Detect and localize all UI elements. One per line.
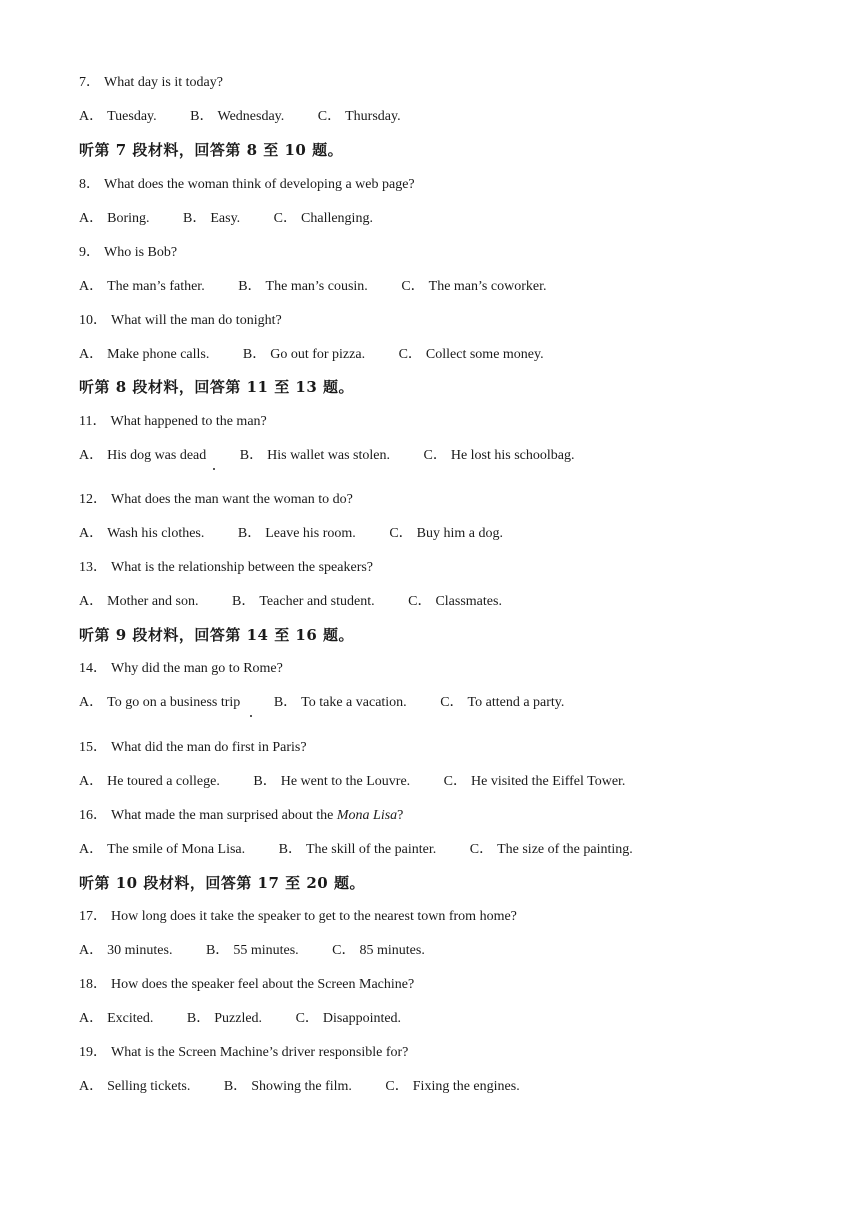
option-a: A． Wash his clothes. bbox=[79, 526, 205, 541]
question-text: What did the man do first in Paris? bbox=[111, 740, 307, 755]
emphasis-dot bbox=[213, 468, 215, 470]
question-text: What made the man surprised about the bbox=[111, 808, 337, 823]
option-a: A． 30 minutes. bbox=[79, 943, 173, 958]
option-c: C． Thursday. bbox=[317, 109, 401, 124]
option-c: C． Fixing the engines. bbox=[385, 1079, 520, 1094]
option-b: B． Leave his room. bbox=[237, 526, 356, 541]
question-number: 11． bbox=[79, 414, 107, 429]
question-12 bbox=[79, 491, 353, 509]
question-17 bbox=[79, 908, 517, 926]
option-c: C． He lost his schoolbag. bbox=[423, 448, 575, 463]
options-17 bbox=[79, 942, 455, 960]
question-number: 8． bbox=[79, 177, 100, 192]
question-11 bbox=[79, 413, 267, 431]
question-number: 19． bbox=[79, 1045, 107, 1060]
question-text: How does the speaker feel about the Screen Machine? bbox=[111, 977, 415, 992]
question-text: Who is Bob? bbox=[104, 245, 178, 260]
question-13 bbox=[79, 559, 373, 577]
option-b: B． The skill of the painter. bbox=[278, 842, 437, 857]
option-b: B． To take a vacation. bbox=[273, 695, 407, 710]
option-a: A． He toured a college. bbox=[79, 774, 220, 789]
option-c: C． Buy him a dog. bbox=[389, 526, 503, 541]
question-text: How long does it take the speaker to get to the nearest town from home? bbox=[111, 909, 517, 924]
option-a: A． Boring. bbox=[79, 211, 150, 226]
section-heading-7: 听第 7 段材料，回答第 8 至 10 题。 bbox=[79, 141, 344, 159]
option-c: C． To attend a party. bbox=[440, 695, 565, 710]
option-a: A． Excited. bbox=[79, 1011, 154, 1026]
option-b: B． Go out for pizza. bbox=[242, 347, 366, 362]
question-number: 10． bbox=[79, 313, 107, 328]
options-12 bbox=[79, 525, 533, 543]
option-b: B． Easy. bbox=[183, 211, 241, 226]
question-text: What happened to the man? bbox=[110, 414, 267, 429]
question-16 bbox=[79, 807, 403, 825]
question-15 bbox=[79, 739, 307, 757]
option-b: B． The man’s cousin. bbox=[238, 279, 368, 294]
options-9 bbox=[79, 278, 576, 296]
question-18 bbox=[79, 976, 414, 994]
question-10 bbox=[79, 312, 282, 330]
options-15 bbox=[79, 773, 655, 791]
question-text: What does the woman think of developing a web page? bbox=[104, 177, 415, 192]
option-b: B． His wallet was stolen. bbox=[239, 448, 390, 463]
question-number: 18． bbox=[79, 977, 107, 992]
option-c: C． Challenging. bbox=[273, 211, 373, 226]
option-b: B． Showing the film. bbox=[223, 1079, 352, 1094]
options-10 bbox=[79, 346, 574, 364]
option-c: C． Collect some money. bbox=[398, 347, 544, 362]
option-c: C． Classmates. bbox=[408, 594, 502, 609]
options-11 bbox=[79, 447, 605, 465]
option-a: A． Tuesday. bbox=[79, 109, 157, 124]
question-number: 15． bbox=[79, 740, 107, 755]
options-7 bbox=[79, 108, 431, 126]
option-a: A． His dog was dead bbox=[79, 448, 207, 463]
question-9 bbox=[79, 244, 177, 262]
option-c: C． 85 minutes. bbox=[332, 943, 425, 958]
question-number: 9． bbox=[79, 245, 100, 260]
question-number: 14． bbox=[79, 661, 107, 676]
question-number: 12． bbox=[79, 492, 107, 507]
question-7 bbox=[79, 74, 223, 92]
option-a: A． Make phone calls. bbox=[79, 347, 210, 362]
question-text: Why did the man go to Rome? bbox=[111, 661, 283, 676]
question-number: 16． bbox=[79, 808, 107, 823]
question-number: 7． bbox=[79, 75, 100, 90]
options-18 bbox=[79, 1010, 431, 1028]
option-b: B． Teacher and student. bbox=[232, 594, 375, 609]
option-b: B． Puzzled. bbox=[186, 1011, 263, 1026]
option-a: A． Selling tickets. bbox=[79, 1079, 191, 1094]
options-19 bbox=[79, 1078, 550, 1096]
option-a: A． The man’s father. bbox=[79, 279, 205, 294]
options-13 bbox=[79, 593, 532, 611]
option-b: B． Wednesday. bbox=[190, 109, 285, 124]
options-14 bbox=[79, 694, 594, 712]
option-c: C． Disappointed. bbox=[295, 1011, 402, 1026]
question-text: What is the relationship between the speakers? bbox=[111, 560, 374, 575]
option-c: C． He visited the Eiffel Tower. bbox=[443, 774, 626, 789]
question-text: What is the Screen Machine’s driver responsible for? bbox=[111, 1045, 409, 1060]
emphasis-dot bbox=[250, 715, 252, 717]
question-19 bbox=[79, 1044, 408, 1062]
question-8 bbox=[79, 176, 415, 194]
question-text: What will the man do tonight? bbox=[111, 313, 282, 328]
options-8 bbox=[79, 210, 403, 228]
question-14 bbox=[79, 660, 283, 678]
question-number: 17． bbox=[79, 909, 107, 924]
option-a: A． The smile of Mona Lisa. bbox=[79, 842, 246, 857]
option-a: A． To go on a business trip bbox=[79, 695, 241, 710]
question-text: What day is it today? bbox=[104, 75, 223, 90]
option-c: C． The man’s coworker. bbox=[401, 279, 547, 294]
option-c: C． The size of the painting. bbox=[469, 842, 633, 857]
option-b: B． 55 minutes. bbox=[205, 943, 299, 958]
section-heading-10: 听第 10 段材料，回答第 17 至 20 题。 bbox=[79, 874, 365, 892]
option-a: A． Mother and son. bbox=[79, 594, 199, 609]
section-heading-8: 听第 8 段材料，回答第 11 至 13 题。 bbox=[79, 378, 355, 396]
option-b: B． He went to the Louvre. bbox=[253, 774, 411, 789]
artwork-title: Mona Lisa bbox=[336, 808, 398, 823]
question-text: What does the man want the woman to do? bbox=[111, 492, 353, 507]
section-heading-9: 听第 9 段材料，回答第 14 至 16 题。 bbox=[79, 626, 355, 644]
question-number: 13． bbox=[79, 560, 107, 575]
options-16 bbox=[79, 841, 663, 859]
question-mark: ? bbox=[397, 808, 404, 823]
